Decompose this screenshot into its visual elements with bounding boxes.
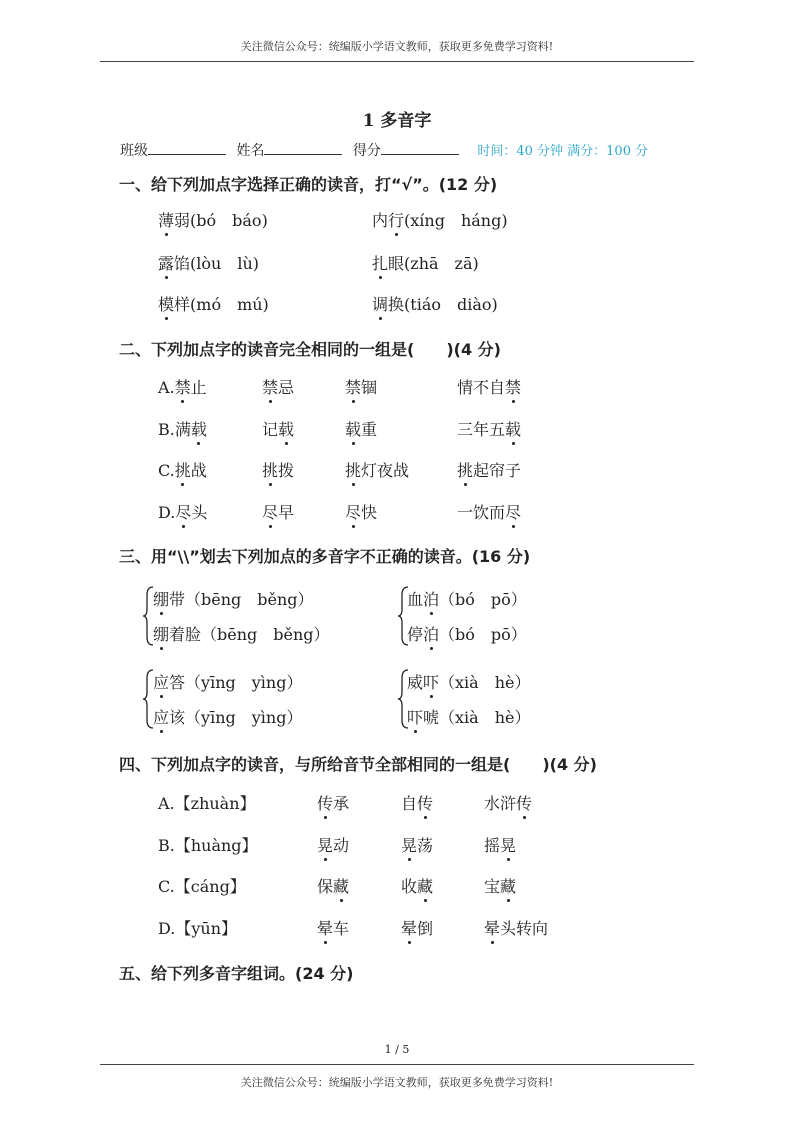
section-4-heading: 四、下列加点字的读音，与所给音节全部相同的一组是( )(4 分): [119, 755, 597, 774]
dotted-char: 露: [158, 251, 174, 274]
name-label: 姓名: [236, 143, 265, 159]
page-number: 1 / 5: [384, 1043, 410, 1056]
q4-a-word-2: 自传: [401, 791, 433, 814]
q1-item-5: 模样(mó mú): [158, 292, 269, 315]
q3-group-3-line-1: 应答（yīng yìng）: [153, 670, 302, 693]
q3-group-1-line-1: 绷带（bēng běng）: [153, 587, 314, 610]
q2-c-word-4: 挑起帘子: [457, 458, 521, 481]
q2-c-word-3: 挑灯夜战: [345, 458, 409, 481]
q3-group-3-line-2: 应该（yīng yìng）: [153, 705, 302, 728]
q2-c-word-2: 挑拨: [262, 458, 294, 481]
page-footer-text: 关注微信公众号：统编版小学语文教师，获取更多免费学习资料!: [240, 1076, 554, 1089]
name-blank[interactable]: [264, 140, 342, 155]
info-line: [120, 140, 648, 160]
page-header-text: 关注微信公众号：统编版小学语文教师，获取更多免费学习资料!: [240, 40, 554, 53]
q2-option-a: A.禁止: [158, 375, 207, 398]
class-blank[interactable]: [148, 140, 226, 155]
q2-option-d: D.尽头: [158, 500, 207, 523]
header-rule: [100, 61, 694, 62]
dotted-char: 调: [372, 292, 388, 315]
q4-c-word-3: 宝藏: [484, 874, 516, 897]
q1-item-6: 调换(tiáo diào): [372, 292, 498, 315]
q2-b-word-4: 三年五载: [457, 417, 521, 440]
q4-option-a-label: A.【zhuàn】: [158, 794, 256, 813]
q3-group-4-line-2: 吓唬（xià hè）: [407, 705, 531, 728]
time-score-note: 时间：40 分钟 满分：100 分: [477, 144, 649, 159]
page-title: 1 多音字: [362, 111, 432, 131]
q1-item-4: 扎眼(zhā zā): [372, 251, 479, 274]
q1-item-1: 薄弱(bó báo): [158, 208, 268, 231]
q2-option-b: B.满载: [158, 417, 207, 440]
q2-b-word-3: 载重: [345, 417, 377, 440]
dotted-char: 扎: [372, 251, 388, 274]
q4-c-word-2: 收藏: [401, 874, 433, 897]
q4-option-c-label: C.【cáng】: [158, 877, 246, 896]
q2-a-word-4: 情不自禁: [457, 375, 521, 398]
section-1-heading: 一、给下列加点字选择正确的读音，打“√”。(12 分): [119, 175, 498, 194]
section-5-heading: 五、给下列多音字组词。(24 分): [119, 964, 354, 983]
q4-b-word-3: 摇晃: [484, 833, 516, 856]
section-2-heading: 二、下列加点字的读音完全相同的一组是( )(4 分): [119, 340, 501, 359]
class-label: 班级: [120, 143, 148, 159]
q4-option-d-label: D.【yūn】: [158, 919, 237, 938]
q2-a-word-3: 禁锢: [345, 375, 377, 398]
dotted-char: 模: [158, 292, 174, 315]
q4-option-b-label: B.【huàng】: [158, 836, 258, 855]
section-3-heading: 三、用“\\”划去下列加点的多音字不正确的读音。(16 分): [119, 547, 531, 566]
q4-d-word-1: 晕车: [317, 916, 349, 939]
footer-rule: [100, 1064, 694, 1065]
q1-item-2: 内行(xíng háng): [372, 208, 508, 231]
q2-a-word-2: 禁忌: [262, 375, 294, 398]
dotted-char: 行: [388, 208, 404, 231]
score-label: 得分: [352, 143, 381, 159]
q2-d-word-2: 尽早: [262, 500, 294, 523]
dotted-char: 薄: [158, 208, 174, 231]
q3-group-1-line-2: 绷着脸（bēng běng）: [153, 622, 330, 645]
q2-d-word-3: 尽快: [345, 500, 377, 523]
q4-d-word-2: 晕倒: [401, 916, 433, 939]
q4-b-word-2: 晃荡: [401, 833, 433, 856]
q4-b-word-1: 晃动: [317, 833, 349, 856]
score-blank[interactable]: [381, 140, 459, 155]
q3-group-2-line-2: 停泊（bó pō）: [407, 622, 527, 645]
q3-group-2-line-1: 血泊（bó pō）: [407, 587, 527, 610]
q4-a-word-3: 水浒传: [484, 791, 532, 814]
q1-item-3: 露馅(lòu lù): [158, 251, 259, 274]
q2-b-word-2: 记载: [262, 417, 294, 440]
q4-d-word-3: 晕头转向: [484, 916, 548, 939]
q4-a-word-1: 传承: [317, 791, 349, 814]
q2-option-c: C.挑战: [158, 458, 207, 481]
q4-c-word-1: 保藏: [317, 874, 349, 897]
q3-group-4-line-1: 威吓（xià hè）: [407, 670, 531, 693]
q2-d-word-4: 一饮而尽: [457, 500, 521, 523]
